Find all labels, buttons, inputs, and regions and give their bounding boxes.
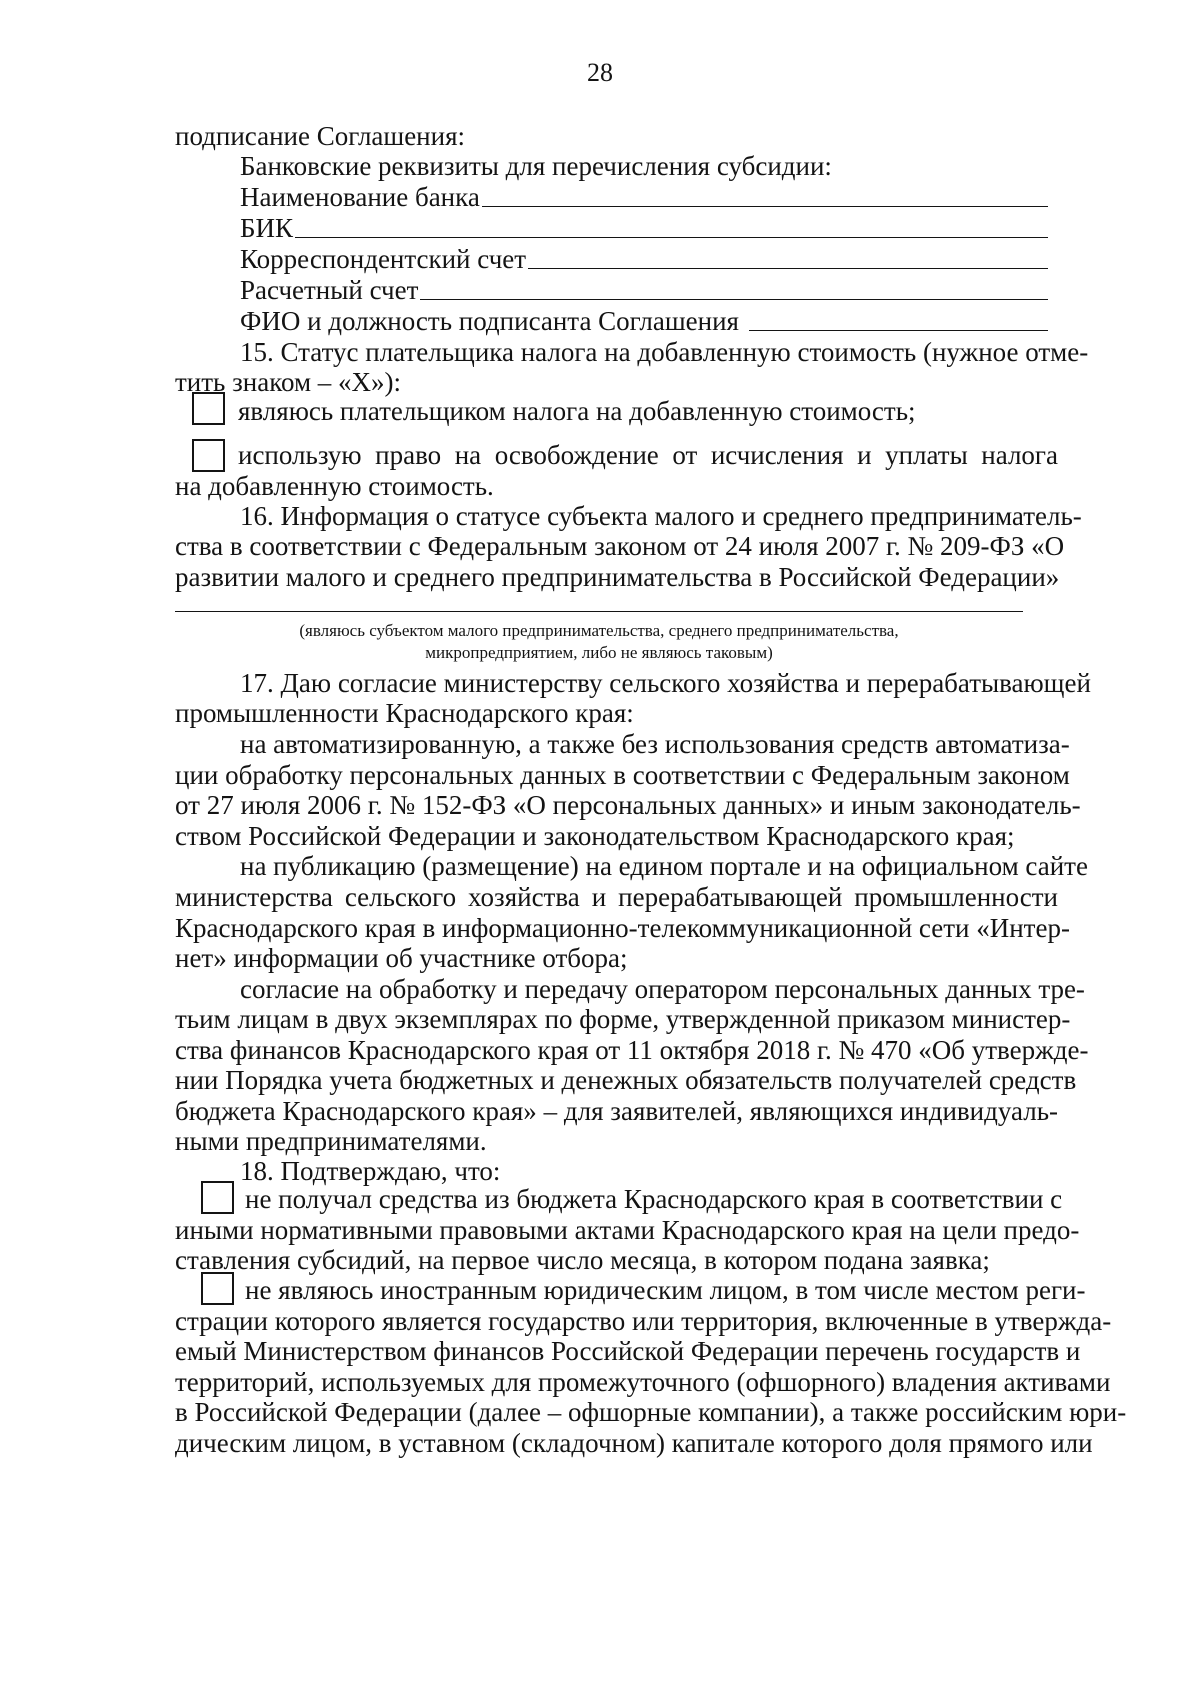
text-line: использую право на освобождение от исчисления и уплаты налога [238,440,1058,470]
text-line: в Российской Федерации (далее – офшорные компании), а также российским юри- [175,1397,1127,1427]
vat-payer-checkbox[interactable] [192,392,225,425]
text-line: на публикацию (размещение) на едином портале и на официальном сайте [240,851,1088,881]
text-line: являюсь плательщиком налога на добавленную стоимость; [238,396,916,426]
vat-exemption-checkbox[interactable] [192,439,225,472]
text-line: нет» информации об участнике отбора; [175,943,628,973]
text-line: Банковские реквизиты для перечисления субсидии: [240,151,832,181]
text-line: на добавленную стоимость. [175,471,494,501]
fill-line [528,268,1048,269]
fill-line [749,330,1048,331]
text-line: не получал средства из бюджета Краснодарского края в соответствии с [245,1184,1063,1214]
text-line: ными предпринимателями. [175,1126,487,1156]
text-line: бюджета Краснодарского края» – для заявителей, являющихся индивидуаль- [175,1096,1058,1126]
text-line: страции которого является государство или территория, включенные в утвержда- [175,1306,1112,1336]
fill-line [420,299,1048,300]
text-line: дическим лицом, в уставном (складочном) капитале которого доля прямого или [175,1428,1093,1458]
sme-status-fill-line[interactable] [175,611,1023,612]
text-line: от 27 июля 2006 г. № 152-ФЗ «О персональных данных» и иным законодатель- [175,790,1081,820]
text-line: подписание Соглашения: [175,121,465,151]
text-line: емый Министерством финансов Российской Федерации перечень государств и [175,1336,1081,1366]
page-number: 28 [587,58,613,87]
text-line: тить знаком – «X»): [175,367,402,397]
text-line: ставления субсидий, на первое число месяца, в котором подана заявка; [175,1245,990,1275]
text-line: 15. Статус плательщика налога на добавленную стоимость (нужное отме- [240,337,1089,367]
field-label: Наименование банка [240,182,480,212]
fill-line [482,206,1048,207]
footnote-line: микропредприятием, либо не являюсь таковым) [425,643,773,662]
bank-name-field[interactable] [240,181,1048,213]
text-line: ства финансов Краснодарского края от 11 октября 2018 г. № 470 «Об утвержде- [175,1035,1089,1065]
text-line: тьим лицам в двух экземплярах по форме, утвержденной приказом министер- [175,1004,1071,1034]
field-label: БИК [240,213,294,243]
text-line: согласие на обработку и передачу оператором персональных данных тре- [240,974,1085,1004]
text-line: ции обработку персональных данных в соответствии с Федеральным законом [175,760,1070,790]
text-line: 16. Информация о статусе субъекта малого и среднего предприниматель- [240,501,1082,531]
text-line: нии Порядка учета бюджетных и денежных обязательств получателей средств [175,1065,1077,1095]
text-line: не являюсь иностранным юридическим лицом, в том числе местом реги- [245,1275,1086,1305]
bik-field[interactable] [240,212,1048,244]
text-line: на автоматизированную, а также без использования средств автоматиза- [240,729,1070,759]
text-line: территорий, используемых для промежуточного (офшорного) владения активами [175,1367,1111,1397]
settlement-account-field[interactable] [240,274,1048,306]
text-line: развитии малого и среднего предпринимательства в Российской Федерации» [175,562,1060,592]
footnote-line: (являюсь субъектом малого предпринимательства, среднего предпринимательства, [299,621,899,640]
field-label: Расчетный счет [240,275,419,305]
text-line: 17. Даю согласие министерству сельского хозяйства и перерабатывающей [240,668,1091,698]
text-line: ства в соответствии с Федеральным законом от 24 июля 2007 г. № 209-ФЗ «О [175,531,1065,561]
text-line: 18. Подтверждаю, что: [240,1156,501,1186]
text-line: промышленности Краснодарского края: [175,698,634,728]
field-label: ФИО и должность подписанта Соглашения [240,306,739,336]
signatory-field[interactable] [240,305,1048,337]
text-line: ством Российской Федерации и законодательством Краснодарского края; [175,821,1015,851]
text-line: министерства сельского хозяйства и перерабатывающей промышленности [175,882,1058,912]
text-line: иными нормативными правовыми актами Краснодарского края на цели предо- [175,1215,1080,1245]
text-line: Краснодарского края в информационно-телекоммуникационной сети «Интер- [175,913,1070,943]
fill-line [295,237,1048,238]
not-foreign-entity-checkbox[interactable] [201,1272,234,1305]
correspondent-account-field[interactable] [240,243,1048,275]
no-budget-funds-checkbox[interactable] [201,1181,234,1214]
field-label: Корреспондентский счет [240,244,527,274]
